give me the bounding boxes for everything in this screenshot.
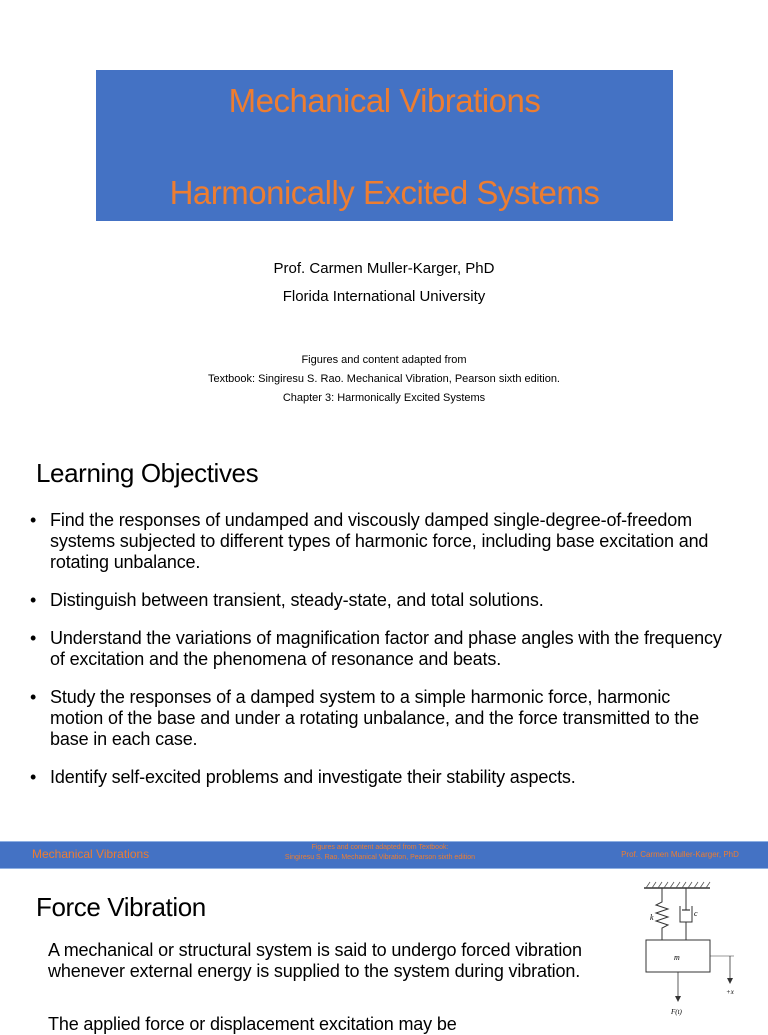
presentation-title: Mechanical Vibrations [228, 82, 541, 119]
ceiling-hatch [646, 882, 710, 888]
force-vibration-paragraph: A mechanical or structural system is said to undergo forced vibration whenever external energy is supplied to the system during vibration. [48, 940, 582, 981]
author-name: Prof. Carmen Muller-Karger, PhD [273, 260, 495, 277]
bullet-icon: • [30, 687, 37, 707]
objective-text: Understand the variations of magnification factor and phase angles with the frequency of excitation and the phenomena of resonance and beats. [50, 628, 722, 669]
objective-text: Distinguish between transient, steady-state, and total solutions. [50, 590, 544, 610]
list-item [28, 687, 728, 750]
objective-text: Find the responses of undamped and viscously damped single-degree-of-freedom systems subjected to different types of harmonic force, including base excitation and rotating unbalance. [50, 510, 709, 572]
learning-objectives-title: Learning Objectives [36, 458, 259, 488]
bullet-icon: • [30, 767, 37, 787]
credit-line-1: Figures and content adapted from [301, 354, 467, 366]
bullet-icon: • [30, 510, 37, 530]
footer-credit-line-2: Singiresu S. Rao. Mechanical Vibration, Pearson sixth edition [284, 854, 476, 861]
list-item [28, 767, 728, 788]
list-item [28, 628, 728, 670]
objective-text: Identify self-excited problems and investigate their stability aspects. [50, 767, 576, 787]
force-label: F(t) [671, 1008, 682, 1016]
bullet-icon: • [30, 590, 37, 610]
mass-label: m [674, 953, 680, 962]
footer-credit [230, 843, 530, 863]
force-vibration-title: Force Vibration [36, 892, 206, 922]
title-box [96, 70, 673, 221]
displacement-label: +x [726, 988, 734, 996]
footer-credit-line-1: Figures and content adapted from Textbook: [311, 844, 449, 851]
force-vibration-paragraph-2: The applied force or displacement excitation may be [48, 1014, 457, 1034]
slide-footer [0, 841, 768, 869]
footer-course-title: Mechanical Vibrations [32, 847, 150, 861]
list-item [28, 590, 728, 611]
credit-line-2: Textbook: Singiresu S. Rao. Mechanical Vibration, Pearson sixth edition. [208, 373, 560, 385]
list-item [28, 510, 728, 573]
objectives-list [28, 510, 728, 805]
affiliation: Florida International University [282, 288, 486, 305]
presentation-subtitle: Harmonically Excited Systems [169, 174, 600, 211]
bullet-icon: • [30, 628, 37, 648]
damper-label: c [694, 909, 698, 918]
spring-mass-damper-diagram [630, 878, 760, 1024]
credit-line-3: Chapter 3: Harmonically Excited Systems [282, 392, 486, 404]
spring-icon [656, 888, 668, 940]
objective-text: Study the responses of a damped system to a simple harmonic force, harmonic motion of the base and under a rotating unbalance, and the force transmitted to the base in each case. [50, 687, 699, 749]
spring-label: k [650, 913, 654, 922]
footer-author: Prof. Carmen Muller-Karger, PhD [621, 850, 739, 859]
